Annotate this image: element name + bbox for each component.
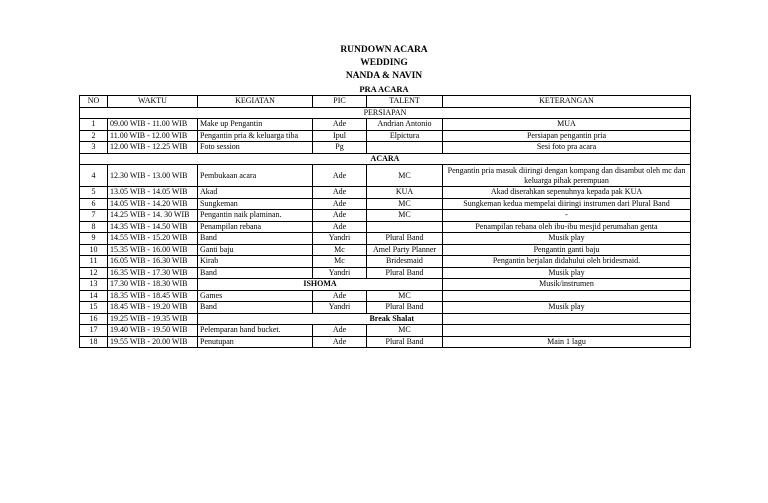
- cell-talent: KUA: [367, 187, 443, 199]
- cell-keterangan: [443, 325, 691, 337]
- cell-keterangan: Akad diserahkan sepenuhnya kepada pak KUA: [443, 187, 691, 199]
- col-talent: TALENT: [367, 96, 443, 108]
- table-row: [80, 244, 691, 256]
- cell-keterangan: [443, 313, 691, 325]
- cell-talent: Plural Band: [367, 267, 443, 279]
- title-line-2: WEDDING: [360, 58, 408, 68]
- table-row: [80, 233, 691, 245]
- section-acara: ACARA: [80, 153, 691, 165]
- cell-kegiatan: Foto session: [198, 142, 313, 154]
- table-row: [80, 210, 691, 222]
- cell-kegiatan: Band: [198, 233, 313, 245]
- cell-talent: Bridesmaid: [367, 256, 443, 268]
- cell-keterangan: Musik play: [443, 267, 691, 279]
- cell-pic: Yandri: [313, 267, 367, 279]
- table-row: [80, 165, 691, 187]
- cell-waktu: 14.25 WIB - 14. 30 WIB: [108, 210, 198, 222]
- cell-pic: Mc: [313, 256, 367, 268]
- section-persiapan: PERSIAPAN: [80, 107, 691, 119]
- col-waktu: WAKTU: [108, 96, 198, 108]
- table-row: [80, 119, 691, 131]
- cell-talent: Plural Band: [367, 336, 443, 348]
- cell-kegiatan: Games: [198, 290, 313, 302]
- section-row: [80, 153, 691, 165]
- cell-keterangan: [443, 290, 691, 302]
- cell-pic: Ade: [313, 325, 367, 337]
- cell-waktu: 18.35 WIB - 18.45 WIB: [108, 290, 198, 302]
- cell-waktu: 16.05 WIB - 16.30 WIB: [108, 256, 198, 268]
- cell-talent: MC: [367, 165, 443, 187]
- cell-kegiatan: Akad: [198, 187, 313, 199]
- table-row: [80, 187, 691, 199]
- cell-keterangan: Sesi foto pra acara: [443, 142, 691, 154]
- col-kegiatan: KEGIATAN: [198, 96, 313, 108]
- cell-keterangan: Sungkeman kedua mempelai diiringi instrumen dari Plural Band: [443, 198, 691, 210]
- cell-kegiatan: Pelemparan hand bucket.: [198, 325, 313, 337]
- cell-keterangan: Main 1 lagu: [443, 336, 691, 348]
- cell-waktu: 19.55 WIB - 20.00 WIB: [108, 336, 198, 348]
- table-row: [80, 256, 691, 268]
- cell-pic: Yandri: [313, 233, 367, 245]
- cell-waktu: 16.35 WIB - 17.30 WIB: [108, 267, 198, 279]
- subtitle: PRA ACARA: [359, 84, 409, 94]
- cell-waktu: 18.45 WIB - 19.20 WIB: [108, 302, 198, 314]
- cell-no: 11: [80, 256, 108, 268]
- cell-no: 8: [80, 221, 108, 233]
- cell-waktu: 12.00 WIB - 12.25 WIB: [108, 142, 198, 154]
- cell-pic: Ade: [313, 290, 367, 302]
- cell-no: 10: [80, 244, 108, 256]
- cell-pic: Ade: [313, 336, 367, 348]
- col-keterangan: KETERANGAN: [443, 96, 691, 108]
- cell-pic: Ade: [313, 210, 367, 222]
- cell-kegiatan: Sungkeman: [198, 198, 313, 210]
- rundown-table: [79, 95, 691, 348]
- col-pic: PIC: [313, 96, 367, 108]
- cell-waktu: 11.00 WIB - 12.00 WIB: [108, 130, 198, 142]
- cell-waktu: 09.00 WIB - 11.00 WIB: [108, 119, 198, 131]
- cell-break-shalat: Break Shalat: [198, 313, 443, 325]
- table-row: [80, 313, 691, 325]
- cell-kegiatan: Penutupan: [198, 336, 313, 348]
- cell-pic: Ipul: [313, 130, 367, 142]
- cell-talent: Plural Band: [367, 233, 443, 245]
- cell-keterangan: Pengantin ganti baju: [443, 244, 691, 256]
- cell-no: 4: [80, 165, 108, 187]
- cell-keterangan: Penampilan rebana oleh ibu-ibu mesjid perumahan genta: [443, 221, 691, 233]
- cell-waktu: 14.55 WIB - 15.20 WIB: [108, 233, 198, 245]
- header-row: [80, 96, 691, 108]
- cell-pic: Ade: [313, 221, 367, 233]
- cell-talent: Plural Band: [367, 302, 443, 314]
- cell-talent: Elpictura: [367, 130, 443, 142]
- table-row: [80, 130, 691, 142]
- cell-waktu: 19.25 WIB - 19.35 WIB: [108, 313, 198, 325]
- table-row: [80, 267, 691, 279]
- cell-no: 2: [80, 130, 108, 142]
- title-line-3: NANDA & NAVIN: [345, 71, 423, 81]
- cell-keterangan: Musik play: [443, 233, 691, 245]
- cell-keterangan: Pengantin berjalan didahului oleh bridesmaid.: [443, 256, 691, 268]
- cell-no: 14: [80, 290, 108, 302]
- cell-kegiatan: Ganti baju: [198, 244, 313, 256]
- cell-kegiatan: Band: [198, 267, 313, 279]
- cell-talent: Amel Party Planner: [367, 244, 443, 256]
- cell-talent: MC: [367, 210, 443, 222]
- cell-waktu: 14.05 WIB - 14.20 WIB: [108, 198, 198, 210]
- cell-keterangan: Musik play: [443, 302, 691, 314]
- table-row: [80, 279, 691, 291]
- section-row: [80, 107, 691, 119]
- cell-kegiatan: Pengantin naik plaminan.: [198, 210, 313, 222]
- cell-pic: Mc: [313, 244, 367, 256]
- cell-no: 15: [80, 302, 108, 314]
- col-no: NO: [80, 96, 108, 108]
- cell-waktu: 14.35 WIB - 14.50 WIB: [108, 221, 198, 233]
- cell-waktu: 15.35 WIB - 16.00 WIB: [108, 244, 198, 256]
- cell-no: 18: [80, 336, 108, 348]
- table-row: [80, 198, 691, 210]
- cell-waktu: 19.40 WIB - 19.50 WIB: [108, 325, 198, 337]
- cell-talent: [367, 142, 443, 154]
- cell-talent: Andrian Antonio: [367, 119, 443, 131]
- cell-keterangan: MUA: [443, 119, 691, 131]
- cell-kegiatan: Make up Pengantin: [198, 119, 313, 131]
- cell-pic: Ade: [313, 198, 367, 210]
- cell-no: 5: [80, 187, 108, 199]
- cell-waktu: 17.30 WIB - 18.30 WIB: [108, 279, 198, 291]
- cell-kegiatan: Kirab: [198, 256, 313, 268]
- cell-no: 3: [80, 142, 108, 154]
- cell-talent: MC: [367, 290, 443, 302]
- cell-no: 1: [80, 119, 108, 131]
- cell-keterangan: Persiapan pengantin pria: [443, 130, 691, 142]
- cell-no: 6: [80, 198, 108, 210]
- cell-keterangan: -: [443, 210, 691, 222]
- cell-keterangan: Musik/instrumen: [443, 279, 691, 291]
- table-row: [80, 325, 691, 337]
- cell-talent: [367, 221, 443, 233]
- cell-pic: Ade: [313, 187, 367, 199]
- cell-no: 7: [80, 210, 108, 222]
- cell-kegiatan: Pengantin pria & keluarga tiba: [198, 130, 313, 142]
- cell-kegiatan: Pembukaan acara: [198, 165, 313, 187]
- cell-keterangan: Pengantin pria masuk diiringi dengan kompang dan disambut oleh mc dan keluarga pihak perempuan: [443, 165, 691, 187]
- cell-pic: Yandri: [313, 302, 367, 314]
- cell-no: 16: [80, 313, 108, 325]
- cell-waktu: 13.05 WIB - 14.05 WIB: [108, 187, 198, 199]
- cell-no: 13: [80, 279, 108, 291]
- cell-ishoma: ISHOMA: [198, 279, 443, 291]
- cell-kegiatan: Band: [198, 302, 313, 314]
- table-row: [80, 336, 691, 348]
- title-line-1: RUNDOWN ACARA: [340, 45, 428, 55]
- cell-no: 9: [80, 233, 108, 245]
- cell-talent: MC: [367, 325, 443, 337]
- cell-no: 12: [80, 267, 108, 279]
- cell-pic: Pg: [313, 142, 367, 154]
- cell-pic: Ade: [313, 119, 367, 131]
- cell-talent: MC: [367, 198, 443, 210]
- cell-kegiatan: Penampilan rebana: [198, 221, 313, 233]
- cell-pic: Ade: [313, 165, 367, 187]
- cell-waktu: 12.30 WIB - 13.00 WIB: [108, 165, 198, 187]
- table-row: [80, 290, 691, 302]
- table-row: [80, 142, 691, 154]
- cell-no: 17: [80, 325, 108, 337]
- table-row: [80, 302, 691, 314]
- table-row: [80, 221, 691, 233]
